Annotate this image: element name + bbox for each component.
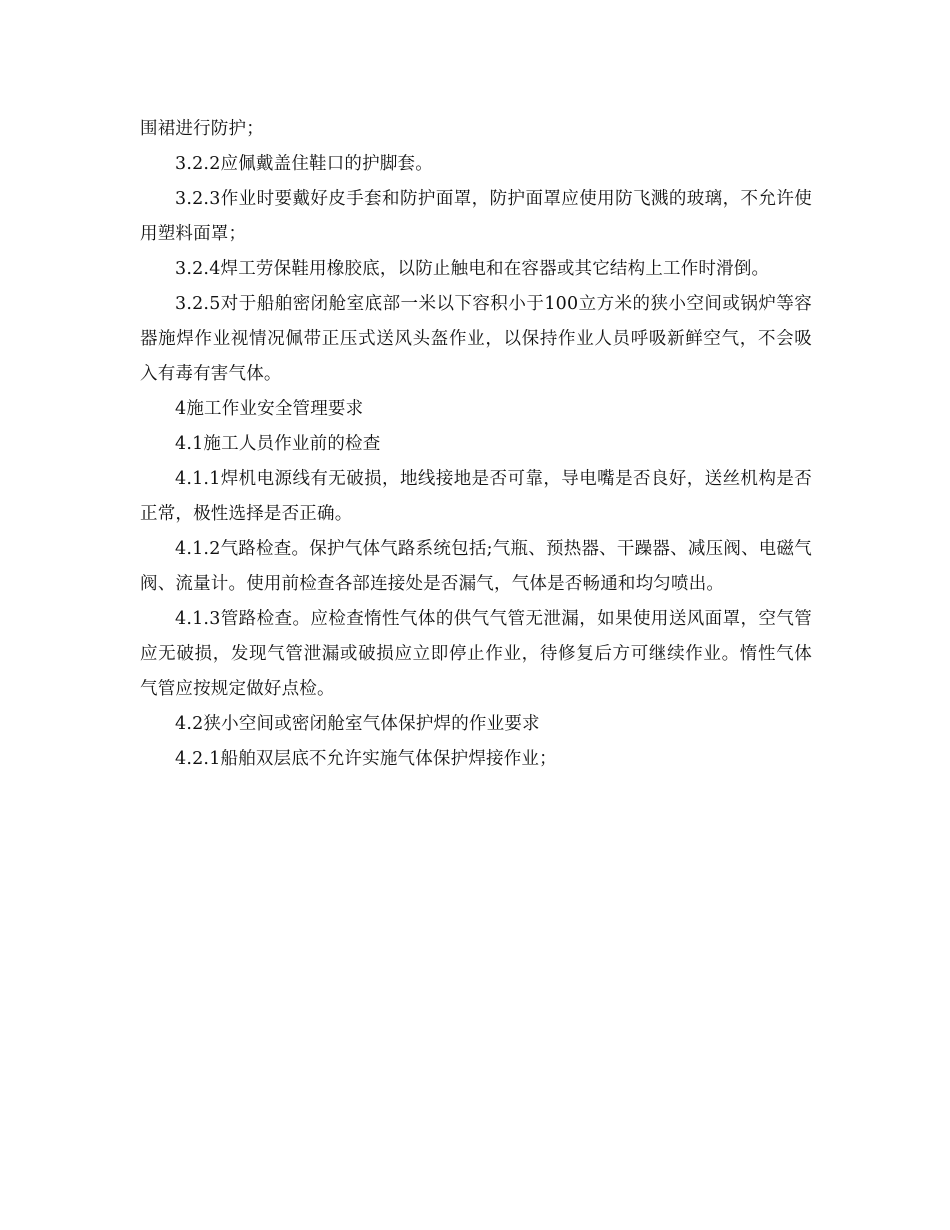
paragraph-3-2-2: 3.2.2应佩戴盖住鞋口的护脚套。 [175,154,433,174]
document-page [140,112,812,777]
paragraph-3-2-4: 3.2.4焊工劳保鞋用橡胶底，以防止触电和在容器或其它结构上工作时滑倒。 [175,259,770,279]
paragraph-continuation: 围裙进行防护； [140,119,264,139]
paragraph-4-1-1: 4.1.1焊机电源线有无破损，地线接地是否可靠，导电嘴是否良好，送丝机构是否正常，极性选择是否正确。 [140,469,812,524]
section-heading-4: 4施工作业安全管理要求 [175,399,364,419]
paragraph-4-2-1: 4.2.1船舶双层底不允许实施气体保护焊接作业； [175,749,557,769]
section-heading-4-1: 4.1施工人员作业前的检查 [175,434,381,454]
section-heading-4-2: 4.2狭小空间或密闭舱室气体保护焊的作业要求 [175,714,540,734]
paragraph-3-2-5: 3.2.5对于船舶密闭舱室底部一米以下容积小于100立方米的狭小空间或锅炉等容器施焊作业视情况佩带正压式送风头盔作业，以保持作业人员呼吸新鲜空气，不会吸入有毒有害气体。 [140,294,812,384]
paragraph-4-1-3: 4.1.3管路检查。应检查惰性气体的供气气管无泄漏，如果使用送风面罩，空气管应无破损，发现气管泄漏或破损应立即停止作业，待修复后方可继续作业。惰性气体气管应按规定做好点检。 [140,609,812,699]
paragraph-3-2-3: 3.2.3作业时要戴好皮手套和防护面罩，防护面罩应使用防飞溅的玻璃，不允许使用塑料面罩； [140,189,812,244]
paragraph-4-1-2: 4.1.2气路检查。保护气体气路系统包括;气瓶、预热器、干躁器、减压阀、电磁气阀、流量计。使用前检查各部连接处是否漏气，气体是否畅通和均匀喷出。 [140,539,812,594]
